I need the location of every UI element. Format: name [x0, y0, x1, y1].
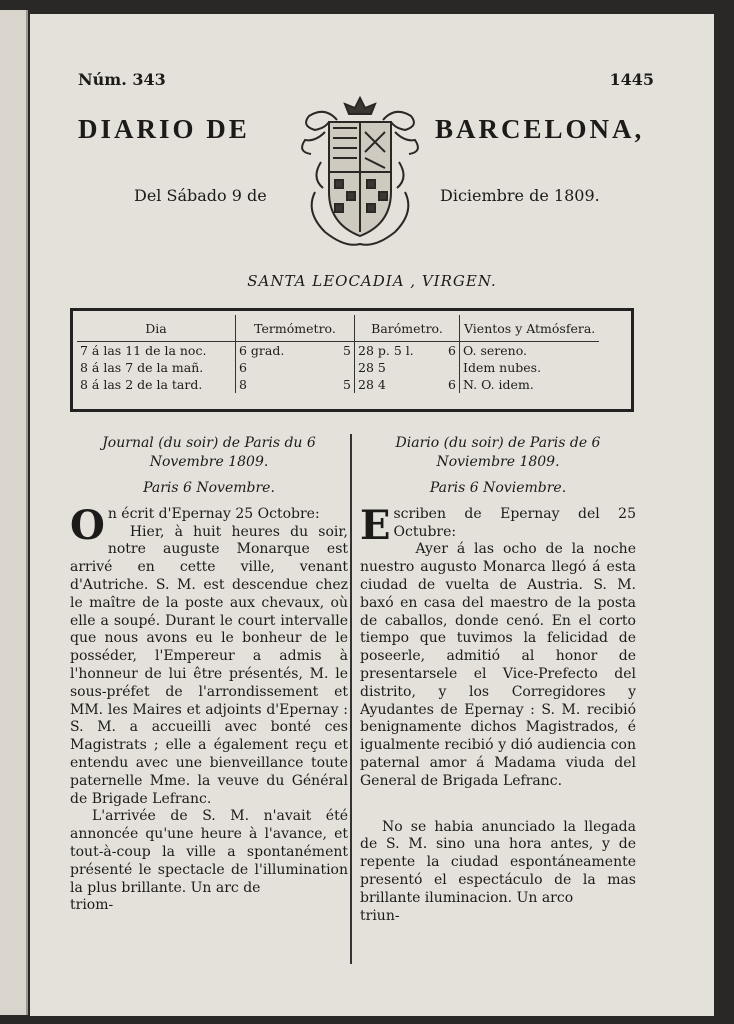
- issue-number: Núm. 343: [78, 70, 166, 89]
- spanish-catchword: triun-: [360, 907, 400, 924]
- weather-row: [77, 342, 599, 360]
- french-column: [70, 434, 348, 915]
- spanish-paragraph-intro: [360, 501, 636, 549]
- weather-baro-frac: 6: [440, 376, 460, 393]
- french-dateline: Paris 6 Novembre.: [143, 480, 275, 496]
- weather-header-wind: Vientos y Atmósfera.: [460, 315, 600, 342]
- paragraph-gap: [360, 791, 636, 819]
- weather-baro: 28 4: [358, 377, 386, 392]
- weather-baro: 28 p. 5 l.: [358, 343, 414, 358]
- weather-wind: N. O. idem.: [463, 377, 534, 392]
- french-paragraph: Hier, à huit heures du soir, notre auguste Monarque est arrivé en cette ville, venant d'Autriche. S. M. est descendue chez le maître de la poste aux chevaux, où elle a soupé. Durant le court intervalle que nous avons eu le bonheur de le posséder, l'Empereur a admis à l'honneur de lui être présentés, M. le sous-préfet de l'arrondissement et MM. les Maires et adjoints d'Epernay : S. M. a accueilli avec bonté ces Magistrats ; elle a également reçu et entendu avec une bienveillance toute paternelle Mme. la veuve du Général de Brigade Lefranc.: [70, 523, 348, 807]
- french-catchword: triom-: [70, 897, 114, 914]
- weather-day: 8 á las 7 de la mañ.: [77, 359, 236, 376]
- spanish-column: [360, 434, 636, 925]
- saint-of-the-day: SANTA LEOCADIA , VIRGEN.: [247, 272, 497, 290]
- spanish-paragraph: No se habia anunciado la llegada de S. M. sino una hora antes, y de repente la ciudad espontáneamente presentó el espectáculo de la mas brillante iluminacion. Un arco: [360, 818, 636, 906]
- french-dropcap: O: [70, 501, 105, 549]
- masthead-title-right: BARCELONA,: [435, 114, 645, 144]
- spanish-dateline: Paris 6 Noviembre.: [429, 480, 567, 496]
- french-paragraph-intro: [70, 501, 348, 549]
- column-divider: [350, 434, 352, 964]
- date-left: Del Sábado 9 de: [134, 186, 267, 205]
- weather-baro-frac: [440, 359, 460, 376]
- facing-page-edge: [0, 10, 28, 1015]
- newspaper-page: [30, 14, 714, 1016]
- coat-of-arms-icon: [285, 92, 435, 252]
- spanish-intro-text: scriben de Epernay del 25 Octubre:: [393, 505, 636, 540]
- weather-header-day: Dia: [77, 315, 236, 342]
- masthead-title-left: DIARIO DE: [78, 114, 250, 144]
- weather-therm: 6 grad.: [239, 343, 285, 358]
- date-right: Diciembre de 1809.: [440, 186, 600, 205]
- weather-day: 8 á las 2 de la tard.: [77, 376, 236, 393]
- weather-wind: O. sereno.: [463, 343, 527, 358]
- weather-baro: 28 5: [358, 360, 386, 375]
- page-number: 1445: [609, 70, 654, 89]
- weather-baro-frac: 6: [440, 342, 460, 360]
- weather-therm: 8: [239, 377, 247, 392]
- weather-table: [70, 308, 634, 412]
- weather-header-barometer: Barómetro.: [355, 315, 460, 342]
- weather-wind: Idem nubes.: [463, 360, 542, 375]
- weather-therm-frac: [329, 359, 355, 376]
- weather-header-thermometer: Termómetro.: [236, 315, 355, 342]
- french-paragraph: L'arrivée de S. M. n'avait été annoncée qu'une heure à l'avance, et tout-à-coup la ville a spontanément présenté le spectacle de l'illumination la plus brillante. Un arc de: [70, 808, 348, 896]
- weather-row: [77, 359, 599, 376]
- weather-day: 7 á las 11 de la noc.: [77, 342, 236, 360]
- weather-row: [77, 376, 599, 393]
- french-column-title: Journal (du soir) de Paris du 6 Novembre 1809.: [102, 435, 316, 470]
- weather-therm-frac: 5: [329, 376, 355, 393]
- french-intro-text: n écrit d'Epernay 25 Octobre:: [107, 505, 320, 522]
- spanish-dropcap: E: [360, 501, 391, 549]
- spanish-paragraph: Ayer á las ocho de la noche nuestro augusto Monarca llegó á esta ciudad de vuelta de Austria. S. M. baxó en casa del maestro de la posta de caballos, donde cenó. En el corto tiempo que tuvimos la felicidad de poseerle, admitió al honor de presentarsele el Vice-Prefecto del distrito, y los Corregidores y Ayudantes de Epernay : S. M. recibió benignamente dichos Magistrados, é igualmente recibió y dió audiencia con paternal amor á Madama viuda del General de Brigada Lefranc.: [360, 541, 636, 789]
- weather-therm-frac: 5: [329, 342, 355, 360]
- weather-therm: 6: [239, 360, 247, 375]
- spanish-column-title: Diario (du soir) de Paris de 6 Noviembre 1809.: [395, 435, 601, 470]
